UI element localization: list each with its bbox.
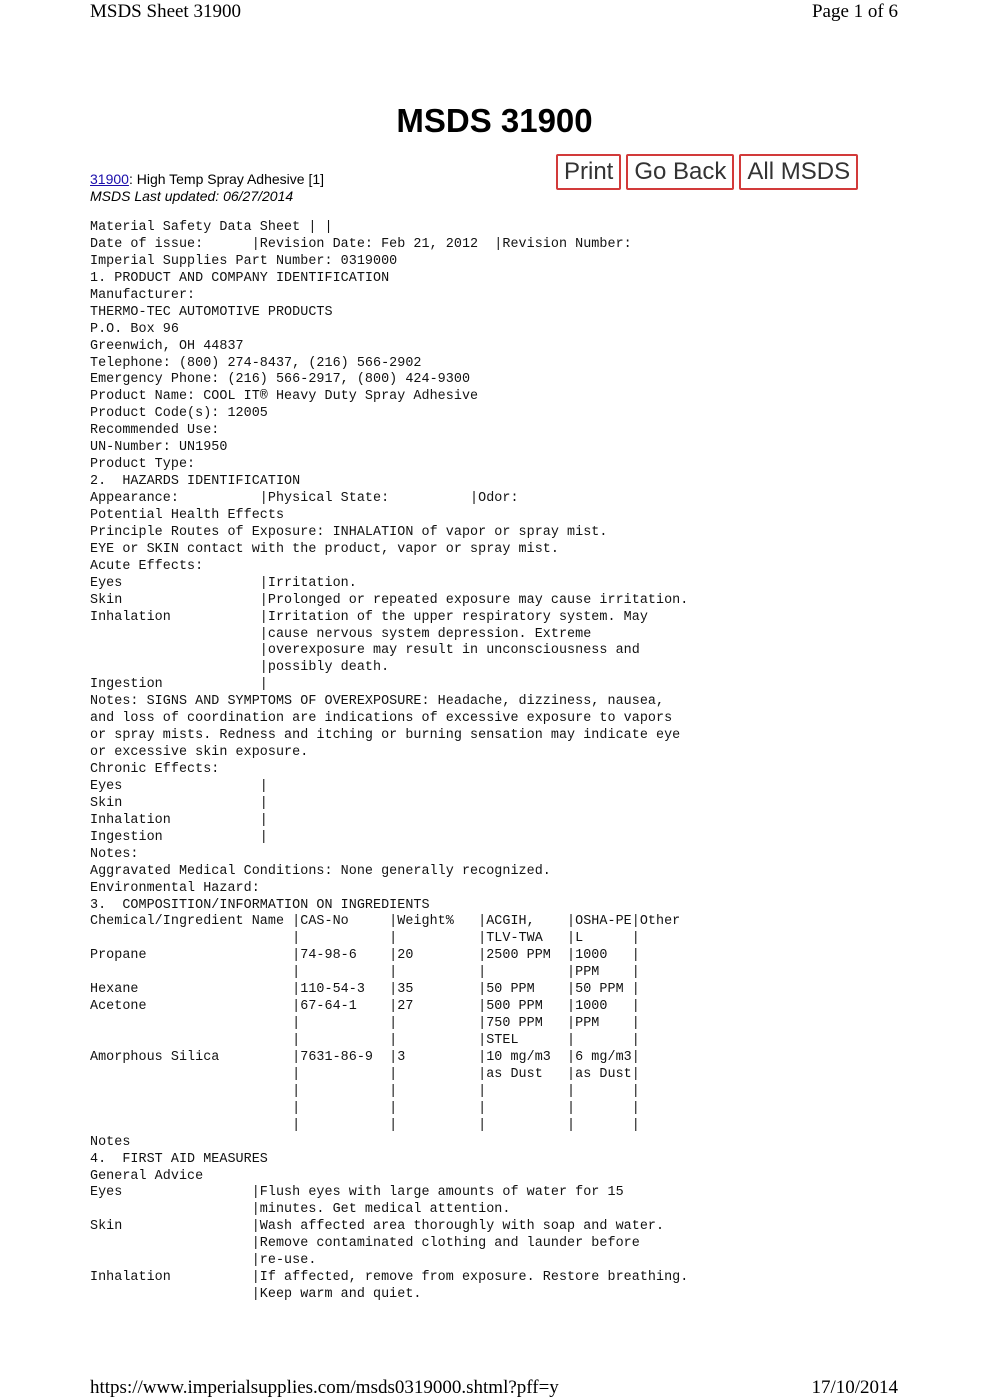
document-line: UN-Number: UN1950 <box>90 440 228 456</box>
document-line: Notes: SIGNS AND SYMPTOMS OF OVEREXPOSURE: Headache, dizziness, nausea, <box>90 694 665 710</box>
document-line: Eyes | <box>90 778 268 794</box>
go-back-button[interactable]: Go Back <box>626 154 734 190</box>
document-line: Skin |Prolonged or repeated exposure may cause irritation. <box>90 592 689 608</box>
document-line: | | | | | <box>90 1083 640 1099</box>
document-line: | | | |PPM | <box>90 965 640 981</box>
document-line: 3. COMPOSITION/INFORMATION ON INGREDIENTS <box>90 897 430 913</box>
document-line: Potential Health Effects <box>90 507 285 523</box>
document-line: Manufacturer: <box>90 287 196 303</box>
msds-document-body <box>90 220 688 1304</box>
document-line: Appearance: |Physical State: |Odor: <box>90 491 519 506</box>
document-line: | | |STEL | | <box>90 1033 640 1048</box>
document-line: Ingestion | <box>90 829 268 845</box>
document-line: |re-use. <box>90 1253 317 1269</box>
document-line: Propane |74-98-6 |20 |2500 PPM |1000 | <box>90 948 640 964</box>
document-line: P.O. Box 96 <box>90 321 179 337</box>
document-line: EYE or SKIN contact with the product, vapor or spray mist. <box>90 541 559 557</box>
document-line: Eyes |Irritation. <box>90 575 357 591</box>
document-line: Skin | <box>90 795 268 811</box>
document-line: 2. HAZARDS IDENTIFICATION <box>90 474 301 490</box>
document-line: Inhalation |Irritation of the upper respiratory system. May <box>90 609 648 625</box>
document-line: THERMO-TEC AUTOMOTIVE PRODUCTS <box>90 304 333 320</box>
product-line <box>90 171 324 188</box>
document-line: Ingestion | <box>90 677 268 693</box>
document-line: or excessive skin exposure. <box>90 745 309 761</box>
document-line: Chemical/Ingredient Name |CAS-No |Weight% |ACGIH, |OSHA-PE|Other <box>90 914 681 930</box>
print-footer-url: https://www.imperialsupplies.com/msds0319000.shtml?pff=y <box>90 1377 559 1398</box>
document-line: Inhalation |If affected, remove from exposure. Restore breathing. <box>90 1270 689 1286</box>
document-line: |possibly death. <box>90 660 390 676</box>
document-line: Product Type: <box>90 457 196 473</box>
document-line: Amorphous Silica |7631-86-9 |3 |10 mg/m3 |6 mg/m3| <box>90 1049 640 1065</box>
document-line: |overexposure may result in unconsciousness and <box>90 643 640 659</box>
document-line: |cause nervous system depression. Extreme <box>90 626 592 642</box>
document-line: Environmental Hazard: <box>90 880 260 896</box>
document-line: Product Code(s): 12005 <box>90 406 268 422</box>
document-line: Imperial Supplies Part Number: 0319000 <box>90 253 398 269</box>
print-header-page-number: Page 1 of 6 <box>811 1 898 22</box>
document-line: 1. PRODUCT AND COMPANY IDENTIFICATION <box>90 270 390 286</box>
print-footer-date: 17/10/2014 <box>811 1377 898 1398</box>
document-line: Eyes |Flush eyes with large amounts of water for 15 <box>90 1185 624 1201</box>
document-line: 4. FIRST AID MEASURES <box>90 1151 268 1167</box>
document-line: Notes: <box>90 846 139 862</box>
document-line: Skin |Wash affected area thoroughly with soap and water. <box>90 1219 665 1235</box>
document-line: Aggravated Medical Conditions: None generally recognized. <box>90 863 551 879</box>
document-line: | | |as Dust |as Dust| <box>90 1066 640 1082</box>
document-line: Greenwich, OH 44837 <box>90 338 244 354</box>
document-line: | | |TLV-TWA |L | <box>90 931 640 947</box>
all-msds-button[interactable]: All MSDS <box>739 154 858 190</box>
action-buttons <box>556 154 858 190</box>
document-line: Telephone: (800) 274-8437, (216) 566-2902 <box>90 355 422 371</box>
document-line: |minutes. Get medical attention. <box>90 1202 511 1218</box>
document-line: Chronic Effects: <box>90 762 220 777</box>
document-line: and loss of coordination are indications of excessive exposure to vapors <box>90 711 673 727</box>
print-header-title: MSDS Sheet 31900 <box>90 1 241 22</box>
print-button[interactable]: Print <box>556 154 621 190</box>
document-line: | | | | | <box>90 1117 640 1133</box>
document-line: Emergency Phone: (216) 566-2917, (800) 424-9300 <box>90 372 471 388</box>
document-line: Product Name: COOL IT® Heavy Duty Spray Adhesive <box>90 389 479 405</box>
document-line: Acetone |67-64-1 |27 |500 PPM |1000 | <box>90 999 640 1015</box>
document-line: Material Safety Data Sheet | | <box>90 220 333 235</box>
document-line: Date of issue: |Revision Date: Feb 21, 2012 |Revision Number: <box>90 236 632 252</box>
document-line: Inhalation | <box>90 812 268 828</box>
last-updated: MSDS Last updated: 06/27/2014 <box>90 188 294 204</box>
document-line: | | |750 PPM |PPM | <box>90 1016 640 1032</box>
product-summary <box>90 171 324 205</box>
product-name: : High Temp Spray Adhesive [1] <box>128 171 325 187</box>
document-line: |Remove contaminated clothing and launder before <box>90 1236 640 1252</box>
document-line: |Keep warm and quiet. <box>90 1287 422 1303</box>
document-line: Principle Routes of Exposure: INHALATION of vapor or spray mist. <box>90 524 608 540</box>
document-line: or spray mists. Redness and itching or burning sensation may indicate eye <box>90 728 681 744</box>
document-line: General Advice <box>90 1168 204 1184</box>
document-line: Notes <box>90 1134 131 1150</box>
page-title: MSDS 31900 <box>396 102 593 139</box>
document-line: Hexane |110-54-3 |35 |50 PPM |50 PPM | <box>90 982 640 998</box>
document-line: | | | | | <box>90 1100 640 1116</box>
product-link[interactable]: 31900 <box>90 171 129 187</box>
document-line: Recommended Use: <box>90 423 220 439</box>
document-line: Acute Effects: <box>90 558 204 574</box>
